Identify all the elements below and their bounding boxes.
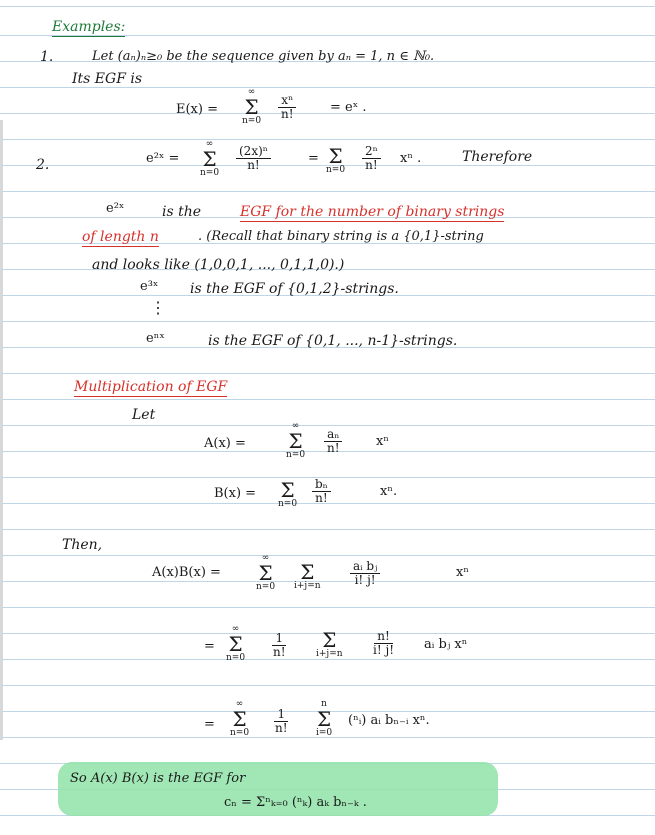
ex2-summation-2: Σ n=0 (326, 144, 346, 175)
multiplication-heading: Multiplication of EGF (74, 379, 228, 395)
ex2-vertical-dots: ⋮ (150, 298, 166, 317)
B-summation: Σ n=0 (278, 478, 298, 509)
ex2-is-the: is the (162, 204, 202, 220)
ex2-red-statement-2: of length n (82, 229, 159, 245)
AB-line3-summation-outer: ∞ Σ n=0 (230, 699, 250, 738)
ex2-looks-like: and looks like (1,0,0,1, ..., 0,1,1,0).) (92, 257, 345, 273)
examples-heading: Examples: (52, 19, 126, 35)
ex2-e3x: e³ˣ (140, 279, 159, 294)
mult-then: Then, (62, 537, 103, 553)
B-fraction: $\frac{\text{bₙ}}{n!}$ (312, 478, 331, 505)
ex1-fraction: $\frac{\text{xⁿ}}{n!}$ (278, 94, 297, 121)
ex1-summation: ∞ Σ n=0 (242, 87, 262, 126)
ex2-therefore: Therefore (462, 149, 533, 165)
ex2-fraction-1: $\frac{\text{(2x)ⁿ}}{n!}$ (236, 145, 271, 172)
AB-line2-tail: aᵢ bⱼ xⁿ (424, 637, 468, 652)
AB-line3-tail: (ⁿᵢ) aᵢ bₙ₋ᵢ xⁿ. (348, 713, 430, 728)
AB-line3-fraction: $\frac{1}{n!}$ (275, 707, 288, 736)
example-1-statement: Let (aₙ)ₙ≥₀ be the sequence given by aₙ = 1, n ∈ ℕ₀. (92, 49, 435, 64)
A-lhs: A(x) = (204, 436, 246, 451)
ex2-e3x-text: is the EGF of {0,1,2}-strings. (190, 281, 399, 297)
AB-line2-equals: = (204, 639, 215, 654)
example-1-number: 1. (40, 49, 54, 65)
mult-let: Let (132, 407, 156, 423)
AB-line2-fraction-2: $\frac{n!}{i! j!}$ (373, 629, 395, 658)
AB-line2-summation-inner: Σ i+j=n (316, 628, 343, 659)
ex2-summation-1: ∞ Σ n=0 (200, 139, 220, 178)
AB-fraction: $\frac{\text{aᵢ bⱼ}}{i! j!}$ (350, 560, 380, 587)
AB-summation-outer: ∞ Σ n=0 (256, 553, 276, 592)
ex1-lhs: E(x) = (176, 102, 218, 117)
ex2-fraction-2: $\frac{\text{2ⁿ}}{n!}$ (362, 145, 381, 172)
AB-lhs: A(x)B(x) = (152, 565, 221, 580)
AB-x: xⁿ (456, 565, 469, 580)
example-1-egf-intro: Its EGF is (72, 71, 143, 87)
B-x: xⁿ. (380, 484, 398, 499)
conclusion-line-1: So A(x) B(x) is the EGF for (70, 771, 246, 786)
ex2-lhs: e²ˣ = (146, 151, 180, 166)
ex1-rhs: = eˣ . (330, 100, 367, 115)
A-fraction: $\frac{\text{aₙ}}{n!}$ (324, 428, 343, 455)
AB-summation-inner: Σ i+j=n (294, 560, 321, 591)
ex2-enx: eⁿˣ (146, 331, 165, 346)
example-2-number: 2. (36, 157, 50, 173)
AB-line2-fraction-1: $\frac{1}{n!}$ (273, 631, 286, 660)
ex2-equals: = (308, 151, 319, 166)
conclusion-line-2: cₙ = Σⁿₖ₌₀ (ⁿₖ) aₖ bₙ₋ₖ . (224, 795, 367, 810)
page-margin-line (0, 120, 3, 740)
A-summation: ∞ Σ n=0 (286, 421, 306, 460)
ex2-red-statement-1: EGF for the number of binary strings (240, 204, 505, 220)
ex2-enx-text: is the EGF of {0,1, ..., n-1}-strings. (208, 333, 458, 349)
A-x: xⁿ (376, 434, 389, 449)
B-lhs: B(x) = (214, 486, 257, 501)
ex2-tail: xⁿ . (400, 151, 422, 166)
AB-line3-summation-inner: n Σ i=0 (316, 699, 333, 738)
ex2-recall: . (Recall that binary string is a {0,1}-string (198, 229, 484, 244)
AB-line2-summation-outer: ∞ Σ n=0 (226, 624, 246, 663)
ex2-e2x: e²ˣ (106, 201, 125, 216)
AB-line3-equals: = (204, 717, 215, 732)
